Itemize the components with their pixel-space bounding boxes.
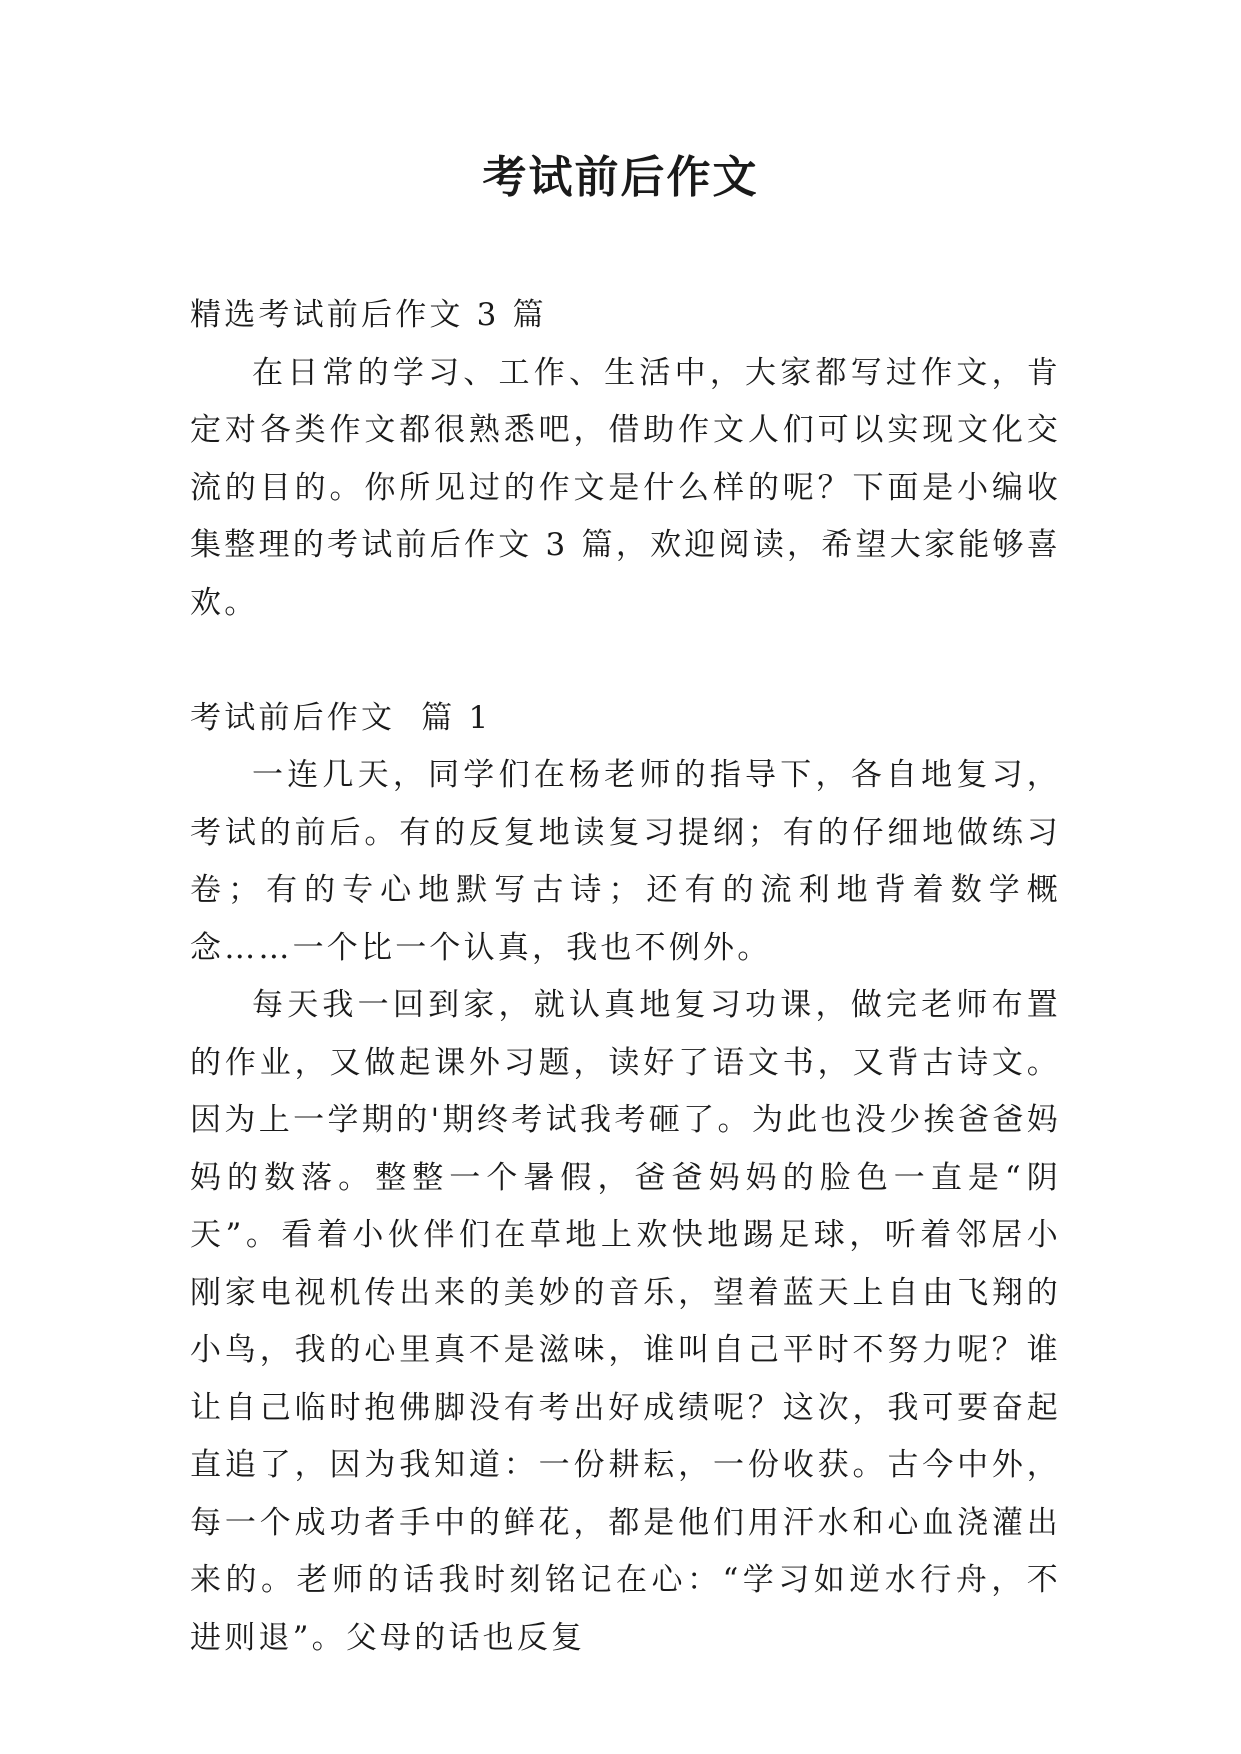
document-body — [190, 287, 1061, 1667]
section-spacer — [190, 632, 1061, 690]
collection-subtitle: 精选考试前后作文 3 篇 — [190, 297, 547, 333]
intro-paragraph: 在日常的学习、工作、生活中，大家都写过作文，肯定对各类作文都很熟悉吧，借助作文人们可以实现文化交流的目的。你所见过的作文是什么样的呢？下面是小编收集整理的考试前后作文 3 篇，欢迎阅读，希望大家能够喜欢。 — [190, 354, 1061, 621]
section-heading: 考试前后作文 篇 1 — [190, 699, 492, 736]
body-paragraph: 一连几天，同学们在杨老师的指导下，各自地复习，考试的前后。有的反复地读复习提纲；有的仔细地做练习卷；有的专心地默写古诗；还有的流利地背着数学概念……一个比一个认真，我也不例外。 — [190, 757, 1061, 966]
document-title: 考试前后作文 — [482, 152, 759, 203]
body-paragraph: 每天我一回到家，就认真地复习功课，做完老师布置的作业，又做起课外习题，读好了语文书，又背古诗文。因为上一学期的'期终考试我考砸了。为此也没少挨爸爸妈妈的数落。整整一个暑假，爸爸妈妈的脸色一直是“阴天”。看着小伙伴们在草地上欢快地踢足球，听着邻居小刚家电视机传出来的美妙的音乐，望着蓝天上自由飞翔的小鸟，我的心里真不是滋味，谁叫自己平时不努力呢？谁让自己临时抱佛脚没有考出好成绩呢？这次，我可要奋起直追了，因为我知道：一份耕耘，一份收获。古今中外，每一个成功者手中的鲜花，都是他们用汗水和心血浇灌出来的。老师的话我时刻铭记在心：“学习如逆水行舟，不进则退”。父母的话也反复 — [190, 987, 1061, 1656]
